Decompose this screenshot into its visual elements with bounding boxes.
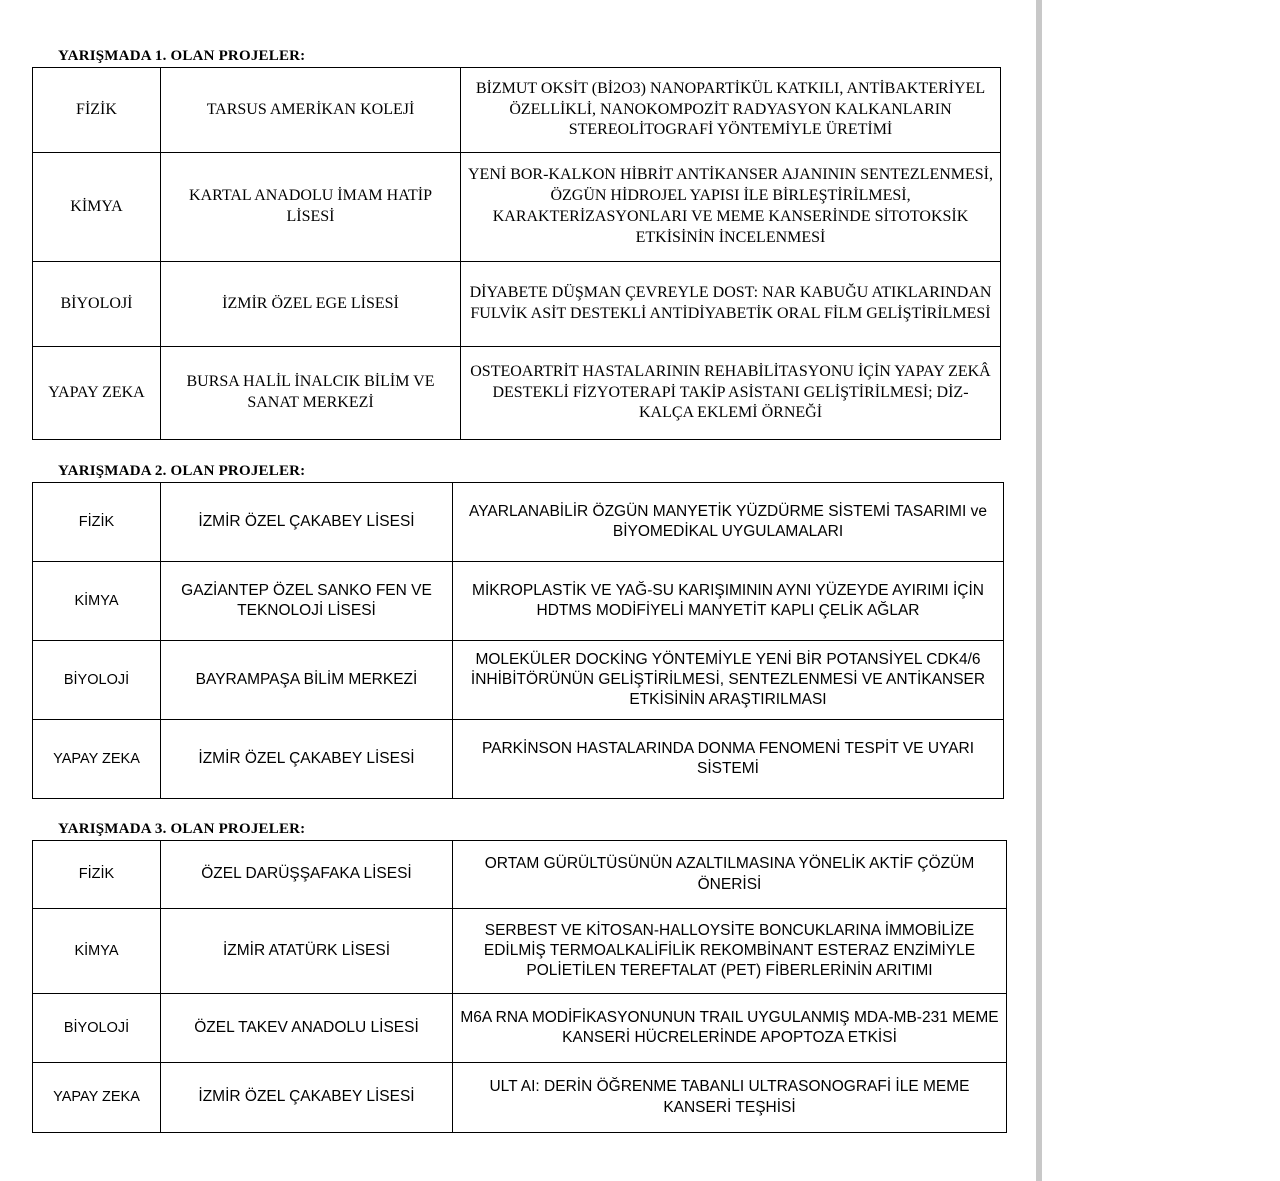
project-cell: SERBEST VE KİTOSAN-HALLOYSİTE BONCUKLARINA İMMOBİLİZE EDİLMİŞ TERMOALKALİFİLİK REKOMBİNANT ESTERAZ ENZİMİYLE POLİETİLEN TEREFTALAT (PET) FİBERLERİNİN ARITIMI [453,909,1007,994]
project-cell: M6A RNA MODİFİKASYONUNUN TRAIL UYGULANMIŞ MDA-MB-231 MEME KANSERİ HÜCRELERİNDE APOPTOZA ETKİSİ [453,994,1007,1063]
project-cell: MOLEKÜLER DOCKİNG YÖNTEMİYLE YENİ BİR POTANSİYEL CDK4/6 İNHİBİTÖRÜNÜN GELİŞTİRİLMESİ, SENTEZLENMESİ VE ANTİKANSER ETKİSİNİN ARAŞTIRILMASI [453,641,1004,720]
project-cell: BİZMUT OKSİT (Bİ2O3) NANOPARTİKÜL KATKILI, ANTİBAKTERİYEL ÖZELLİKLİ, NANOKOMPOZİT RADYASYON KALKANLARIN STEREOLİTOGRAFİ YÖNTEMİYLE ÜRETİMİ [461,68,1001,153]
project-cell: ULT AI: DERİN ÖĞRENME TABANLI ULTRASONOGRAFİ İLE MEME KANSERİ TEŞHİSİ [453,1063,1007,1133]
school-cell: İZMİR ÖZEL EGE LİSESİ [161,262,461,347]
category-cell: FİZİK [33,841,161,909]
table-row [33,994,1007,1063]
project-cell: YENİ BOR-KALKON HİBRİT ANTİKANSER AJANININ SENTEZLENMESİ, ÖZGÜN HİDROJEL YAPISI İLE BİRLEŞTİRİLMESİ, KARAKTERİZASYONLARI VE MEME KANSERİNDE SİTOTOKSİK ETKİSİNİN İNCELENMESİ [461,153,1001,262]
table-row [33,262,1001,347]
project-cell: OSTEOARTRİT HASTALARININ REHABİLİTASYONU İÇİN YAPAY ZEKÂ DESTEKLİ FİZYOTERAPİ TAKİP ASİSTANI GELİŞTİRİLMESİ; DİZ-KALÇA EKLEMİ ÖRNEĞİ [461,347,1001,440]
project-cell: PARKİNSON HASTALARINDA DONMA FENOMENİ TESPİT VE UYARI SİSTEMİ [453,720,1004,799]
project-cell: DİYABETE DÜŞMAN ÇEVREYLE DOST: NAR KABUĞU ATIKLARINDAN FULVİK ASİT DESTEKLİ ANTİDİYABETİK ORAL FİLM GELİŞTİRİLMESİ [461,262,1001,347]
table-row [33,153,1001,262]
scrollbar[interactable] [1036,0,1042,1181]
school-cell: İZMİR ÖZEL ÇAKABEY LİSESİ [161,1063,453,1133]
section-title-third-place: YARIŞMADA 3. OLAN PROJELER: [58,821,306,837]
section-title-second-place: YARIŞMADA 2. OLAN PROJELER: [58,463,306,479]
project-cell: ORTAM GÜRÜLTÜSÜNÜN AZALTILMASINA YÖNELİK AKTİF ÇÖZÜM ÖNERİSİ [453,841,1007,909]
table-row [33,483,1004,562]
school-cell: BAYRAMPAŞA BİLİM MERKEZİ [161,641,453,720]
school-cell: İZMİR ATATÜRK LİSESİ [161,909,453,994]
table-row [33,68,1001,153]
table-row [33,641,1004,720]
table-row [33,841,1007,909]
category-cell: YAPAY ZEKA [33,720,161,799]
table-row [33,720,1004,799]
project-cell: AYARLANABİLİR ÖZGÜN MANYETİK YÜZDÜRME SİSTEMİ TASARIMI ve BİYOMEDİKAL UYGULAMALARI [453,483,1004,562]
results-table-third-place [32,840,1007,1133]
table-row [33,1063,1007,1133]
category-cell: KİMYA [33,562,161,641]
category-cell: BİYOLOJİ [33,994,161,1063]
table-row [33,347,1001,440]
school-cell: KARTAL ANADOLU İMAM HATİP LİSESİ [161,153,461,262]
category-cell: KİMYA [33,153,161,262]
school-cell: TARSUS AMERİKAN KOLEJİ [161,68,461,153]
category-cell: BİYOLOJİ [33,262,161,347]
category-cell: YAPAY ZEKA [33,347,161,440]
results-table-first-place [32,67,1001,440]
category-cell: FİZİK [33,483,161,562]
category-cell: YAPAY ZEKA [33,1063,161,1133]
category-cell: KİMYA [33,909,161,994]
school-cell: İZMİR ÖZEL ÇAKABEY LİSESİ [161,720,453,799]
project-cell: MİKROPLASTİK VE YAĞ-SU KARIŞIMININ AYNI YÜZEYDE AYIRIMI İÇİN HDTMS MODİFİYELİ MANYETİT KAPLI ÇELİK AĞLAR [453,562,1004,641]
school-cell: BURSA HALİL İNALCIK BİLİM VE SANAT MERKEZİ [161,347,461,440]
table-row [33,562,1004,641]
school-cell: ÖZEL TAKEV ANADOLU LİSESİ [161,994,453,1063]
table-row [33,909,1007,994]
school-cell: GAZİANTEP ÖZEL SANKO FEN VE TEKNOLOJİ LİSESİ [161,562,453,641]
category-cell: BİYOLOJİ [33,641,161,720]
school-cell: ÖZEL DARÜŞŞAFAKA LİSESİ [161,841,453,909]
school-cell: İZMİR ÖZEL ÇAKABEY LİSESİ [161,483,453,562]
results-table-second-place [32,482,1004,799]
section-title-first-place: YARIŞMADA 1. OLAN PROJELER: [58,48,306,64]
category-cell: FİZİK [33,68,161,153]
